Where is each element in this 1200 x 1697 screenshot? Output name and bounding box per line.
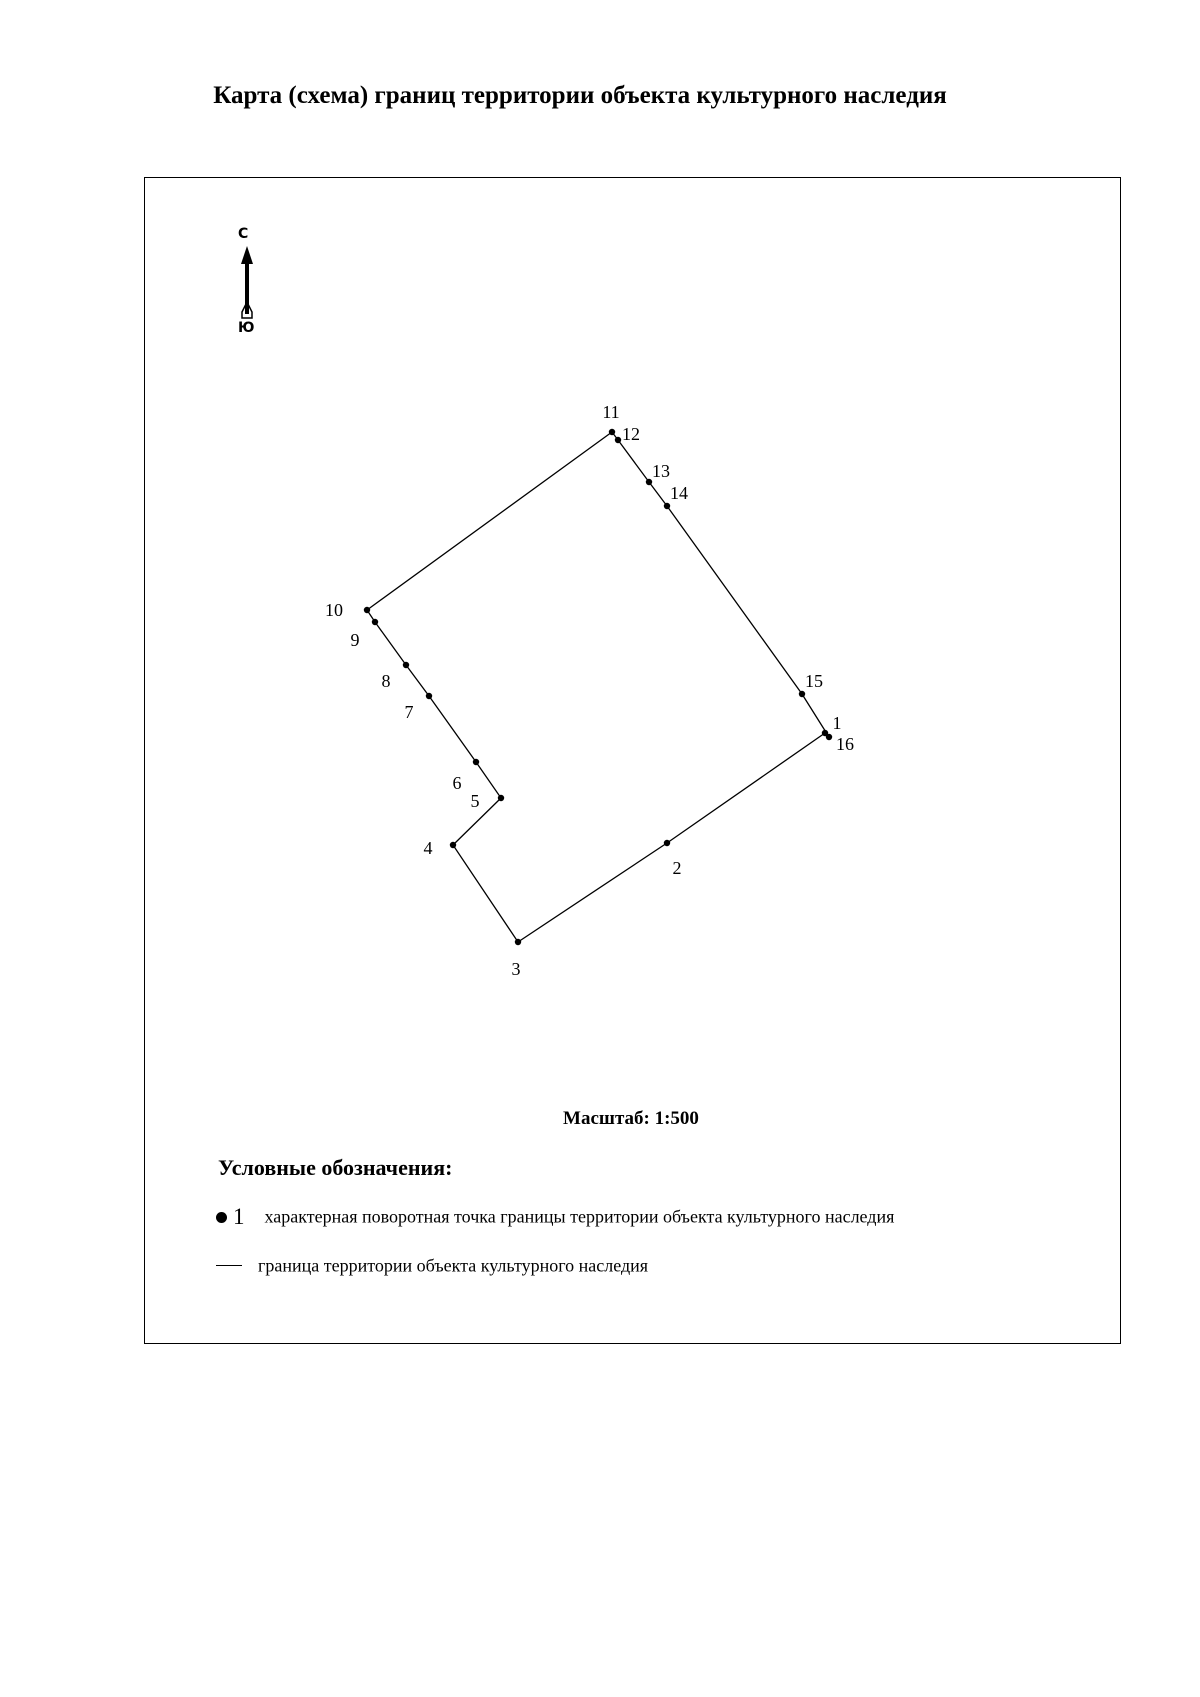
boundary-point-label-10: 10	[325, 600, 343, 620]
boundary-line-symbol-icon	[216, 1265, 242, 1266]
map-scale: Масштаб: 1:500	[563, 1108, 699, 1129]
legend-point-number: 1	[233, 1204, 245, 1229]
boundary-point-label-11: 11	[602, 402, 620, 422]
boundary-point-4	[450, 842, 456, 848]
boundary-point-10	[364, 607, 370, 613]
boundary-point-14	[664, 503, 670, 509]
boundary-point-7	[426, 693, 432, 699]
territory-boundary	[367, 432, 829, 942]
boundary-point-label-7: 7	[404, 702, 414, 722]
legend-point-text: характерная поворотная точка границы территории объекта культурного наследия	[264, 1206, 895, 1227]
legend-title: Условные обозначения:	[218, 1155, 453, 1180]
legend-item-point	[216, 1204, 894, 1230]
boundary-point-label-1: 1	[832, 713, 842, 733]
boundary-point-label-5: 5	[470, 791, 480, 811]
page-title: Карта (схема) границ территории объекта культурного наследия	[213, 82, 947, 109]
boundary-point-5	[498, 795, 504, 801]
boundary-point-6	[473, 759, 479, 765]
boundary-point-label-3: 3	[511, 959, 521, 979]
boundary-point-label-6: 6	[452, 773, 462, 793]
boundary-point-label-2: 2	[672, 858, 682, 878]
boundary-point-label-8: 8	[381, 671, 391, 691]
boundary-point-label-4: 4	[423, 838, 433, 858]
boundary-point-15	[799, 691, 805, 697]
boundary-point-label-15: 15	[805, 671, 823, 691]
boundary-point-label-13: 13	[652, 461, 670, 481]
compass-north-label: С	[238, 226, 249, 242]
boundary-point-3	[515, 939, 521, 945]
boundary-point-12	[615, 437, 621, 443]
boundary-point-9	[372, 619, 378, 625]
boundary-point-16	[826, 734, 832, 740]
boundary-point-label-9: 9	[350, 630, 360, 650]
legend-boundary-text: граница территории объекта культурного наследия	[258, 1255, 649, 1276]
compass-south-label: Ю	[238, 320, 255, 336]
boundary-point-8	[403, 662, 409, 668]
boundary-point-label-12: 12	[622, 424, 640, 444]
legend-item-boundary	[216, 1254, 648, 1276]
point-symbol-icon	[216, 1212, 227, 1223]
boundary-point-label-14: 14	[670, 483, 688, 503]
boundary-point-2	[664, 840, 670, 846]
boundary-point-label-16: 16	[836, 734, 854, 754]
boundary-point-11	[609, 429, 615, 435]
